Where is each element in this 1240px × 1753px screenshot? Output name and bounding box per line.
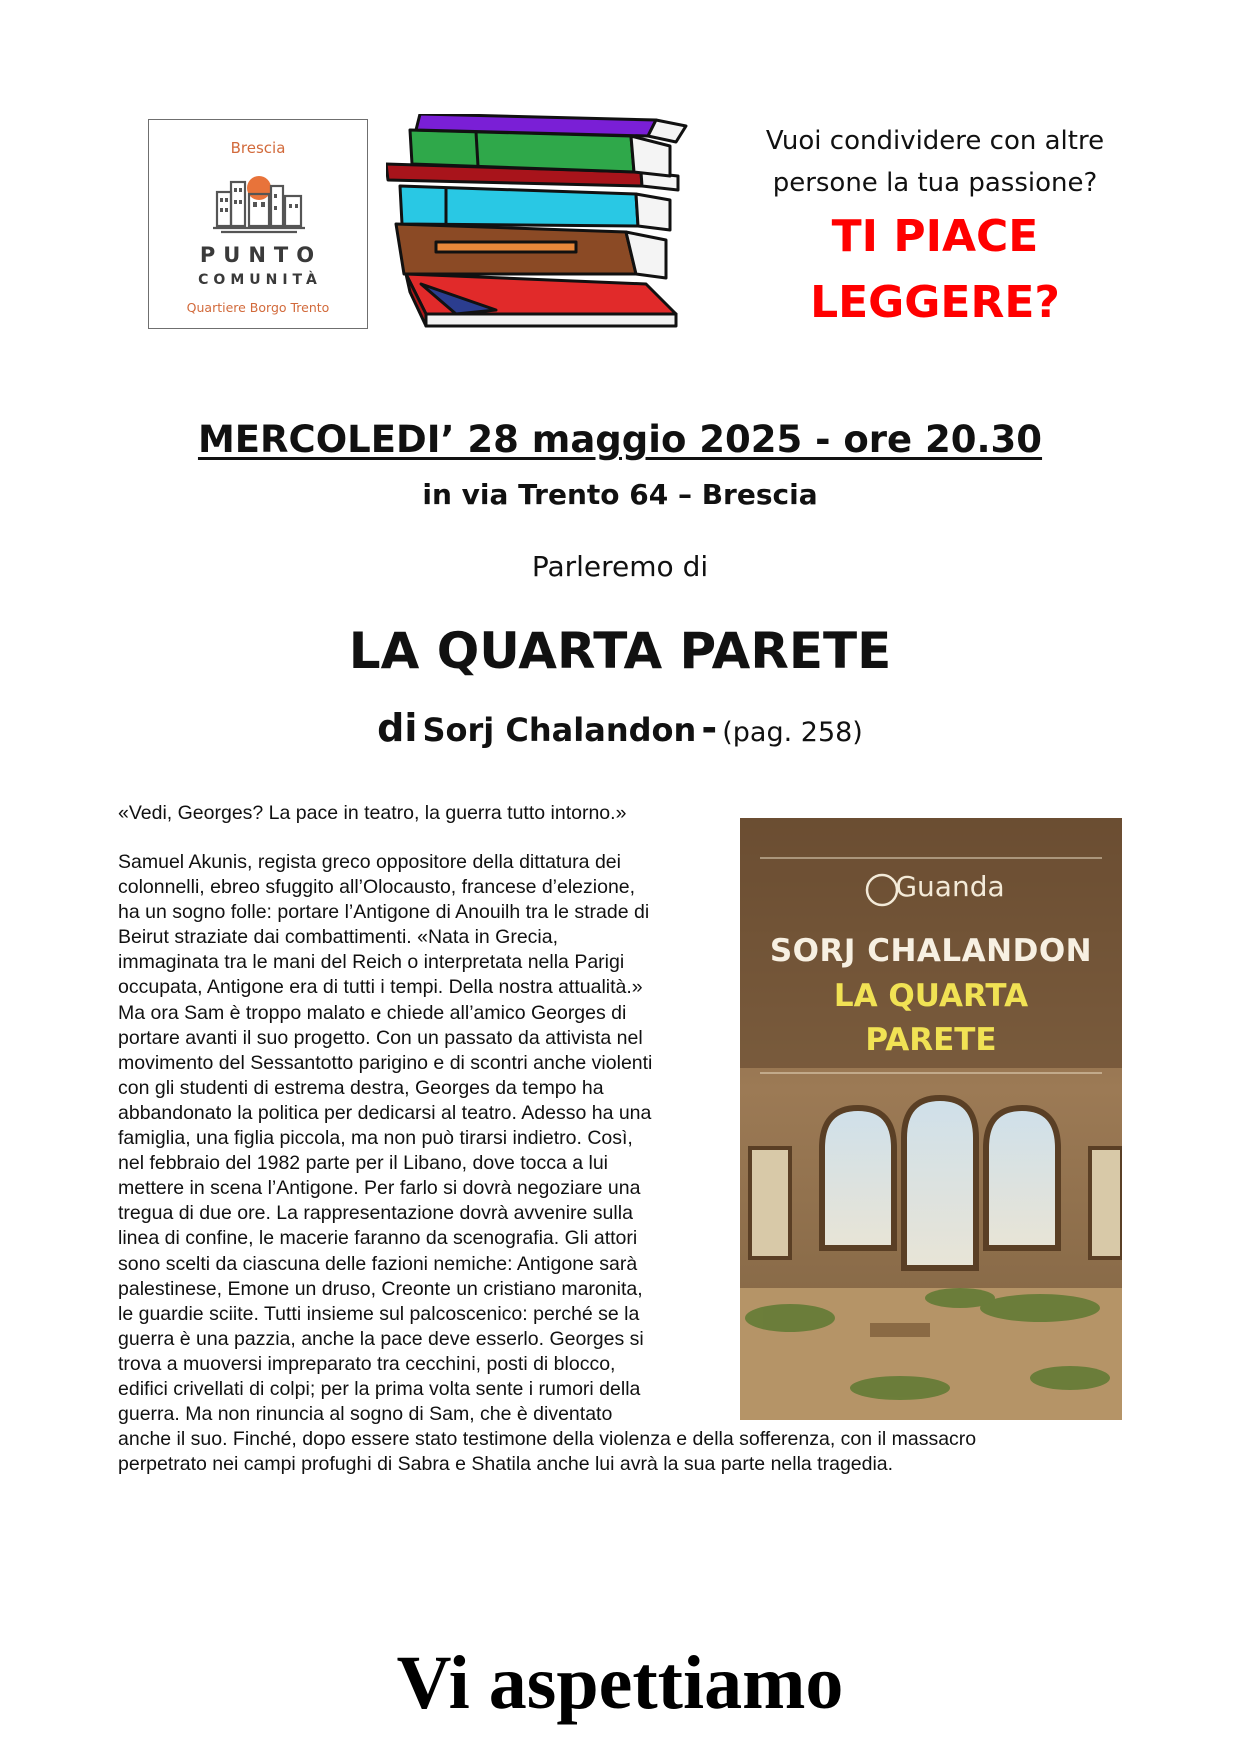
synopsis-line: portare avanti il suo progetto. Con un passato da attivista nel xyxy=(118,1026,643,1049)
event-date-time: MERCOLEDI’ 28 maggio 2025 - ore 20.30 xyxy=(197,418,1043,461)
logo-name-line1: PUNTO xyxy=(199,243,323,267)
synopsis-line: guerra è una pazzia, anche la pace deve esserlo. Georges si xyxy=(118,1327,644,1350)
synopsis-line: Ma ora Sam è troppo malato e chiede all’amico Georges di xyxy=(118,1001,627,1024)
cover-title-line1: LA QUARTA xyxy=(833,978,1029,1014)
synopsis-line: perpetrato nei campi profughi di Sabra e Shatila anche lui avrà la sua parte nella tragedia. xyxy=(118,1453,894,1476)
question-line1: Vuoi condividere con altre xyxy=(765,126,1105,156)
synopsis-line: mettere in scena l’Antigone. Per farlo si dovrà negoziare una xyxy=(118,1177,641,1200)
synopsis-line: immaginata tra le mani del Reich o interpretata nella Parigi xyxy=(118,951,625,974)
synopsis-line: guerra. Ma non rinuncia al sogno di Sam, che è diventato xyxy=(118,1403,613,1426)
cover-publisher: Guanda xyxy=(895,870,1005,903)
logo-city: Brescia xyxy=(230,139,286,157)
synopsis-line: con gli studenti di estrema destra, Georges da tempo ha xyxy=(118,1076,604,1099)
synopsis-line: ha un sogno folle: portare l’Antigone di Anouilh tra le strade di xyxy=(118,901,650,924)
headline-line1: TI PIACE xyxy=(831,211,1039,262)
book-quote: «Vedi, Georges? La pace in teatro, la guerra tutto intorno.» xyxy=(118,802,627,824)
logo-name-line2: COMUNITÀ xyxy=(198,272,322,288)
synopsis-line: palestinese, Emone un druso, Creonte un cristiano maronita, xyxy=(118,1277,643,1300)
synopsis-line: movimento del Sessantotto parigino e di scontri anche violenti xyxy=(118,1051,653,1074)
synopsis-line: linea di confine, le macerie faranno da scenografia. Gli attori xyxy=(118,1227,638,1250)
synopsis-line: sono scelti da ciascuna delle fazioni nemiche: Antigone sarà xyxy=(118,1252,638,1275)
logo-subtitle: Quartiere Borgo Trento xyxy=(186,300,330,315)
synopsis-line: edifici crivellati di colpi; per la prima volta sente i rumori della xyxy=(118,1377,641,1400)
author-prefix: di xyxy=(377,706,418,750)
city-skyline-icon xyxy=(213,164,305,234)
headline xyxy=(740,204,1130,336)
headline-line2: LEGGERE? xyxy=(810,277,1060,328)
synopsis-line: anche il suo. Finché, dopo essere stato testimone della violenza e della sofferenza, con il massacro xyxy=(118,1428,977,1451)
synopsis-line: trova a muoversi impreparato tra cecchini, posti di blocco, xyxy=(118,1352,616,1375)
stack-of-books-icon xyxy=(386,114,716,336)
cover-author: SORJ CHALANDON xyxy=(769,933,1093,969)
author-dash: - xyxy=(701,706,718,750)
cover-title-line2: PARETE xyxy=(865,1022,997,1058)
book-title: LA QUARTA PARETE xyxy=(348,622,892,680)
synopsis-line: Samuel Akunis, regista greco oppositore della dittatura dei xyxy=(118,851,621,873)
cover-illustration xyxy=(740,818,1122,1420)
author-line xyxy=(0,706,1240,750)
synopsis-line: nel febbraio del 1982 parte per il Libano, dove tocca a lui xyxy=(118,1152,609,1175)
synopsis-line: famiglia, una figlia piccola, ma non può tirarsi indietro. Così, xyxy=(118,1127,633,1150)
synopsis-line: tregua di due ore. La rappresentazione dovrà avvenire sulla xyxy=(118,1202,633,1225)
book-cover-image xyxy=(740,818,1122,1420)
page-count: (pag. 258) xyxy=(722,717,863,748)
punto-comunita-logo xyxy=(148,119,368,329)
synopsis-line: abbandonato la politica per dedicarsi al teatro. Adesso ha una xyxy=(118,1101,652,1124)
synopsis-line: le guardie sciite. Tutti insieme sul palcoscenico: perché se la xyxy=(118,1302,640,1325)
synopsis-line: colonnelli, ebreo sfuggito all’Olocausto, francese d’elezione, xyxy=(118,876,636,899)
author-name: Sorj Chalandon xyxy=(422,711,697,749)
synopsis-line: Beirut straziate dai combattimenti. «Nata in Grecia, xyxy=(118,926,559,949)
intro-text: Parleremo di xyxy=(531,550,709,583)
invitation-question xyxy=(740,120,1130,204)
question-line2: persone la tua passione? xyxy=(772,168,1098,198)
closing-text: Vi aspettiamo xyxy=(396,1641,844,1725)
event-address: in via Trento 64 – Brescia xyxy=(422,478,818,511)
synopsis-line: occupata, Antigone era di tutti i tempi. Della nostra attualità.» xyxy=(118,976,643,999)
